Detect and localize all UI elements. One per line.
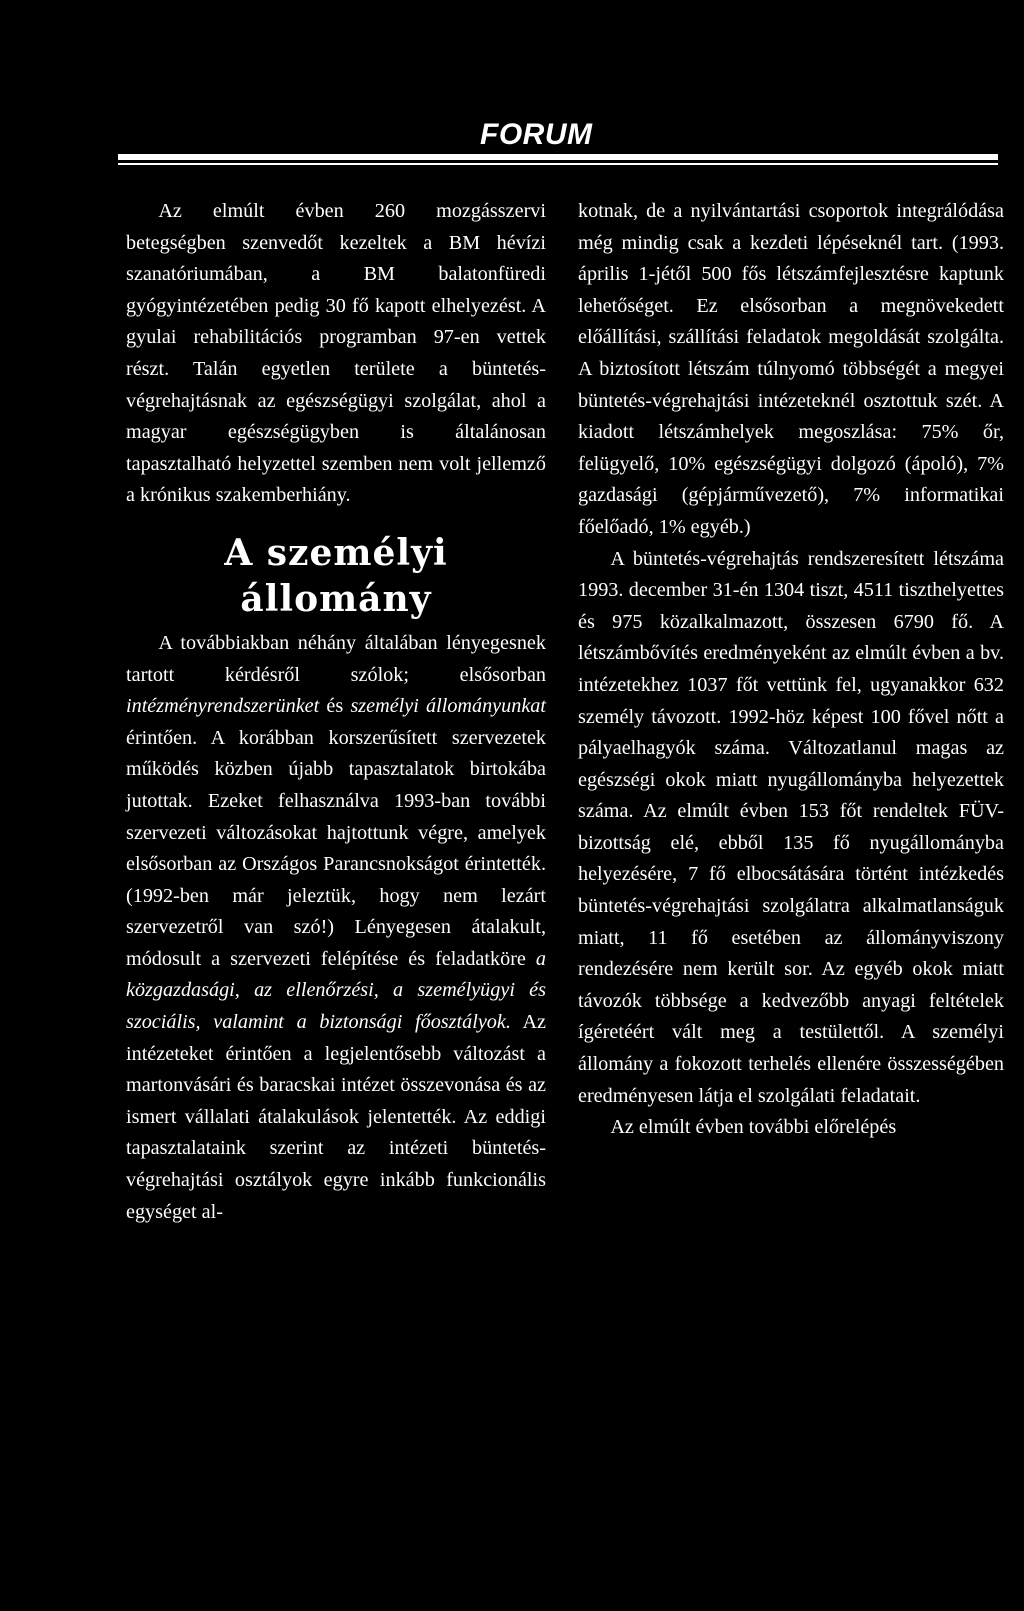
left-paragraph-2 xyxy=(126,628,546,1228)
subheading xyxy=(126,530,546,622)
left-column xyxy=(126,196,546,1228)
right-paragraph-1: kotnak, de a nyilvántartási csoportok integrálódása még mindig csak a kezdeti lépéseknél tart. (1993. április 1-jétől 500 fős létszámfejlesztésre kaptunk lehetőséget. Ez elsősorban a megnövekedett előállítási, szállítási feladatok megoldását szolgálta. A biztosított létszám túlnyomó többségét a megyei büntetés-végrehajtási intézeteknél osztottuk szét. A kiadott létszámhelyek megoszlása: 75% őr, felügyelő, 10% egészségügyi dolgozó (ápoló), 7% gazdasági (gépjárművezető), 7% informatikai főelőadó, 1% egyéb.) xyxy=(578,200,1004,538)
right-column xyxy=(578,196,1004,1144)
page-header xyxy=(0,118,1024,168)
right-paragraph-3: Az elmúlt évben további előrelépés xyxy=(610,1116,897,1139)
header-rule-thin xyxy=(118,163,998,165)
header-rule-thick xyxy=(118,154,998,160)
subheading-line-1: A személyi xyxy=(224,531,448,574)
left-paragraph-2-text-d: Az intézeteket érintően a legjelentősebb változást a martonvásári és baracskai intézet összevonása és az ismert vállalati átalakulások jelentették. Az eddigi tapasztalataink szerint az intézeti büntetés-végrehajtási osztályok egyre inkább funkcionális egységet al- xyxy=(126,1011,546,1223)
left-paragraph-2-emphasis-2: személyi állományunkat xyxy=(350,695,546,718)
subheading-line-2: állomány xyxy=(240,577,432,620)
left-paragraph-2-emphasis-3: a közgazdasági, az ellenőrzési, a személyügyi és szociális, valamint a biztonsági főosztályok. xyxy=(126,947,546,1034)
section-title: FORUM xyxy=(480,118,593,151)
left-paragraph-2-emphasis-1: intézményrendszerünket xyxy=(126,695,320,718)
left-paragraph-1: Az elmúlt évben 260 mozgásszervi betegségben szenvedőt kezeltek a BM hévízi szanatóriumában, a BM balatonfüredi gyógyintézetében pedig 30 fő kapott elhelyezést. A gyulai rehabilitációs programban 97-en vettek részt. Talán egyetlen területe a büntetés-végrehajtásnak az egészségügyi szolgálat, ahol a magyar egészségügyben is általánosan tapasztalható helyzettel szemben nem volt jellemző a krónikus szakemberhiány. xyxy=(126,200,546,507)
left-paragraph-2-text-b: és xyxy=(319,695,351,718)
left-paragraph-2-text-a: A továbbiakban néhány általában lényegesnek tartott kérdésről szólok; elsősorban xyxy=(126,631,546,686)
right-paragraph-2: A büntetés-végrehajtás rendszeresített létszáma 1993. december 31-én 1304 tiszt, 4511 tiszthelyettes és 975 közalkalmazott, összesen 6790 fő. A létszámbővítés eredményeként az elmúlt évben a bv. intézetekhez 1037 főt vettünk fel, ugyanakkor 632 személy távozott. 1992-höz képest 100 fővel nőtt a pályaelhagyók száma. Változatlanul magas az egészségi okok miatt nyugállományba helyezettek száma. Az elmúlt évben 153 főt rendeltek FÜV-bizottság elé, ebből 135 fő nyugállományba helyezésére, 7 fő elbocsátására történt intézkedés büntetés-végrehajtási szolgálatra alkalmatlanságuk miatt, 11 fő esetében az állományviszony rendezésére nem került sor. Az egyéb okok miatt távozók többsége a kedvezőbb anyagi feltételek ígéretéért vált meg a testülettől. A személyi állomány a fokozott terhelés ellenére összességében eredményesen látja el szolgálati feladatait. xyxy=(578,547,1004,1107)
left-paragraph-2-text-c: érintően. A korábban korszerűsített szervezetek működés közben újabb tapasztalatok birtokába jutottak. Ezeket felhasználva 1993-ban további szervezeti változásokat hajtottunk végre, amelyek elsősorban az Országos Parancsnokságot érintették. (1992-ben már jeleztük, hogy nem lezárt szervezetről van szó!) Lényegesen átalakult, módosult a szervezeti felépítése és feladatköre xyxy=(126,726,546,970)
